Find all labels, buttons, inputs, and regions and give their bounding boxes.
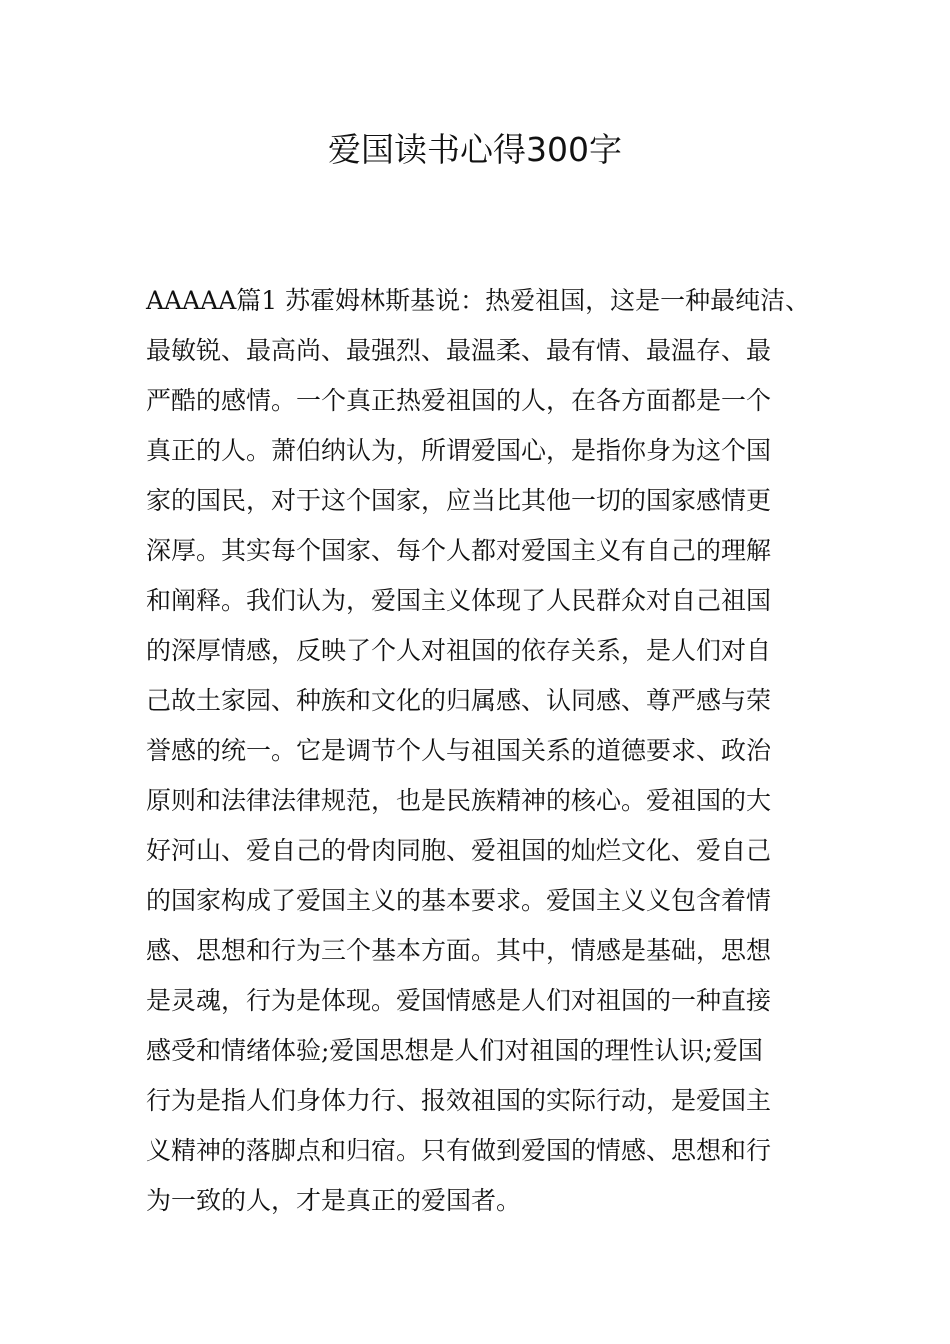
body-line: 己故土家园、种族和文化的归属感、认同感、尊严感与荣 [146, 686, 772, 715]
body-line: 和阐释。我们认为，爱国主义体现了人民群众对自己祖国 [146, 586, 772, 615]
document-body [146, 276, 826, 1226]
body-line: 家的国民，对于这个国家，应当比其他一切的国家感情更 [146, 486, 772, 515]
body-line: 为一致的人，才是真正的爱国者。 [146, 1186, 522, 1215]
body-line: 最敏锐、最高尚、最强烈、最温柔、最有情、最温存、最 [146, 336, 772, 365]
body-line: 深厚。其实每个国家、每个人都对爱国主义有自己的理解 [146, 536, 772, 565]
body-line: 真正的人。萧伯纳认为，所谓爱国心，是指你身为这个国 [146, 436, 772, 465]
body-line: 好河山、爱自己的骨肉同胞、爱祖国的灿烂文化、爱自己 [146, 836, 772, 865]
body-line: 感、思想和行为三个基本方面。其中，情感是基础，思想 [146, 936, 772, 965]
body-line: 誉感的统一。它是调节个人与祖国关系的道德要求、政治 [146, 736, 772, 765]
document-title: 爱国读书心得300字 [328, 130, 622, 169]
body-line: AAAAA篇1 苏霍姆林斯基说：热爱祖国，这是一种最纯洁、 [146, 286, 811, 315]
body-line: 感受和情绪体验;爱国思想是人们对祖国的理性认识;爱国 [146, 1036, 763, 1065]
body-line: 是灵魂，行为是体现。爱国情感是人们对祖国的一种直接 [146, 986, 772, 1015]
body-line: 严酷的感情。一个真正热爱祖国的人，在各方面都是一个 [146, 386, 772, 415]
body-line: 原则和法律法律规范，也是民族精神的核心。爱祖国的大 [146, 786, 772, 815]
body-line: 行为是指人们身体力行、报效祖国的实际行动，是爱国主 [146, 1086, 772, 1115]
body-line: 的深厚情感，反映了个人对祖国的依存关系，是人们对自 [146, 636, 772, 665]
body-line: 义精神的落脚点和归宿。只有做到爱国的情感、思想和行 [146, 1136, 772, 1165]
body-line: 的国家构成了爱国主义的基本要求。爱国主义义包含着情 [146, 886, 772, 915]
